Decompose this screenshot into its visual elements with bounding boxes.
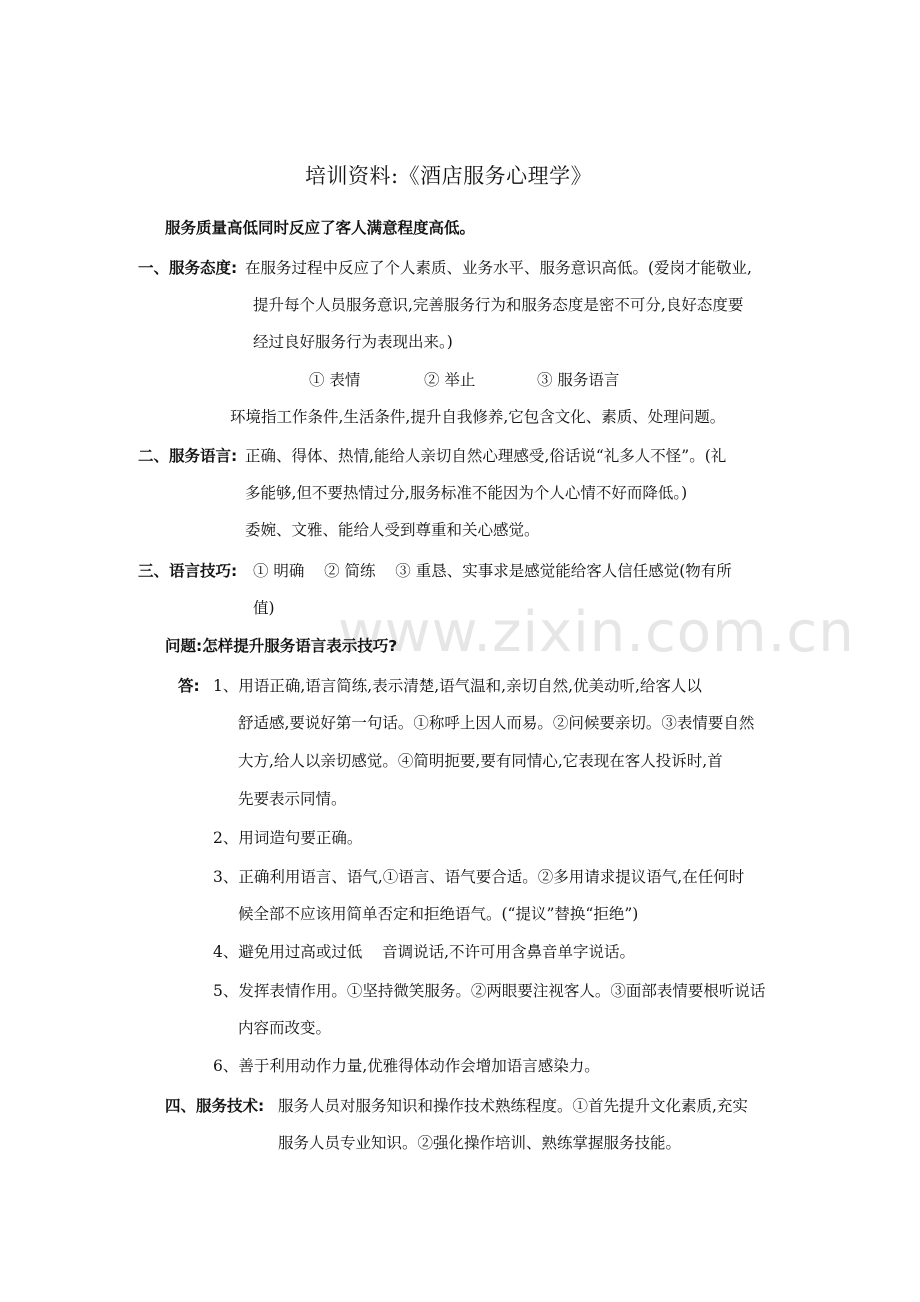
section3-line2: 值) (253, 599, 275, 617)
section4-line2: 服务人员专业知识。②强化操作培训、熟练掌握服务技能。 (278, 1134, 682, 1152)
section1-line1: 在服务过程中反应了个人素质、业务水平、服务意识高低。(爱岗才能敬业, (245, 259, 752, 277)
section2-label: 二、服务语言: (138, 447, 238, 465)
section2-line3: 委婉、文雅、能给人受到尊重和关心感觉。 (245, 521, 540, 539)
answer-label: 答: (178, 677, 200, 695)
section1-item-manner: ② 举止 (424, 371, 476, 389)
question-text: 问题:怎样提升服务语言表示技巧? (165, 637, 398, 655)
answer2: 2、用词造句要正确。 (213, 829, 363, 847)
section2-line1: 正确、得体、热情,能给人亲切自然心理感受,俗话说“礼多人不怪”。(礼 (245, 447, 727, 465)
answer1-line3: 大方,给人以亲切感觉。④简明扼要,要有同情心,它表现在客人投诉时,首 (238, 752, 723, 770)
answer3-line1: 3、正确利用语言、语气,①语言、语气要合适。②多用请求提议语气,在任何时 (213, 868, 745, 886)
answer5-line2: 内容而改变。 (238, 1019, 332, 1037)
section4-line1: 服务人员对服务知识和操作技术熟练程度。①首先提升文化素质,充实 (278, 1097, 748, 1115)
watermark: www.zixin.com.cn (338, 600, 855, 665)
section2-line2: 多能够,但不要热情过分,服务标准不能因为个人心情不好而降低。) (245, 484, 688, 502)
section3-line1: ① 明确 ② 简练 ③ 重恳、实事求是感觉能给客人信任感觉(物有所 (253, 562, 732, 580)
answer1-line2: 舒适感,要说好第一句话。①称呼上因人而易。②问候要亲切。③表情要自然 (238, 714, 755, 732)
section4-label: 四、服务技术: (165, 1097, 265, 1115)
section1-item-language: ③ 服务语言 (537, 371, 620, 389)
page-title: 培训资料:《酒店服务心理学》 (305, 164, 593, 188)
intro-text: 服务质量高低同时反应了客人满意程度高低。 (165, 219, 476, 237)
answer1-line1: 1、用语正确,语言简练,表示清楚,语气温和,亲切自然,优美动听,给客人以 (213, 677, 702, 695)
section1-item-expression: ① 表情 (309, 371, 361, 389)
answer4: 4、避免用过高或过低 音调说话,不许可用含鼻音单字说话。 (213, 943, 635, 961)
section1-line3: 经过良好服务行为表现出来。) (253, 333, 453, 351)
answer5-line1: 5、发挥表情作用。①坚持微笑服务。②两眼要注视客人。③面部表情要根听说话 (213, 982, 766, 1000)
answer3-line2: 候全部不应该用简单否定和拒绝语气。(“提议”替换“拒绝”) (238, 905, 639, 923)
answer1-line4: 先要表示同情。 (238, 790, 347, 808)
answer6: 6、善于利用动作力量,优雅得体动作会增加语言感染力。 (213, 1057, 600, 1075)
section1-line2: 提升每个人员服务意识,完善服务行为和服务态度是密不可分,良好态度要 (253, 296, 744, 314)
section1-environment: 环境指工作条件,生活条件,提升自我修养,它包含文化、素质、处理问题。 (230, 408, 726, 426)
section1-label: 一、服务态度: (138, 259, 238, 277)
section3-label: 三、语言技巧: (138, 562, 238, 580)
